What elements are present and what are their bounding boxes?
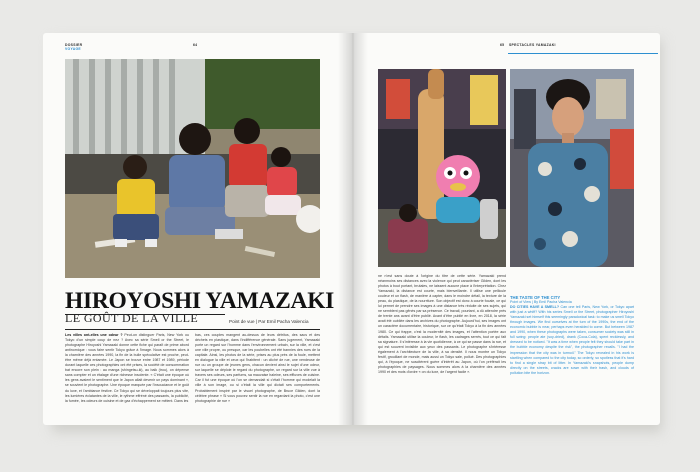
english-byline: Point of View | By Emil Pacha Valencia: [510, 300, 572, 305]
article-column-3-text: ne n'est sans doute à l'origine du titre de cette série. Yamazaki prend néanmoins ses distances avec la violence qui peut caractériser Gilden, dont les photos à bout portant, brutales, ne laissent aucune place à l'interprétation. Chez Yamazaki, la distance est courte, mais bienveillante. Il utilise une pellicule couleur et un flash, de manière à capter, dans le moindre détail, la texture de la peau, du plastique, de la nourriture. Son objectif est donc à courte focale, ce qui lui permet de prendre ses images à une distance très réduite de ses sujets, qui ne semblent pas gênés par sa présence. Ce travail, pourtant, a dû attendre près de trente ans avant d'être publié. Avant d'être publié en livre, en 2018, la série avait été oubliée dans les archives du photographe. Aujourd'hui, ses images ont un caractère documentaire, historique, sur ce qu'était Tokyo à la fin des années 1980. Ce qui frappe, c'est la modernité des images, et l'attention portée aux détails. Yamazaki utilise la couleur, le flash, les cadrages serrés, tout ce qui fait sa signature. Il s'intéresse à la vie quotidienne, à ce qui se passe dans la rue, et qui est souvent invisible aux yeux des passants. Le photographe s'intéresse également à l'architecture de la ville, à sa densité. Il nous montre un Tokyo festif, grouillant de monde, mais aussi un Tokyo sale, pollué. Des photographies qui, à l'époque, ne suscitèrent guère d'intérêt au Japon, où l'on préférait les photographies de paysages. Nous sommes alors à la charnière des années 1990 et des mots d'ordre « on du luxe, de l'argent facile ».: [378, 274, 506, 374]
english-lede: DO CITIES HAVE A SMELL?: [510, 305, 560, 310]
photo-young-man-art: [510, 69, 634, 267]
running-header: SPECTACLES YAMAZAKI: [509, 43, 556, 47]
page-number-left: 64: [193, 43, 198, 47]
article-column-2-text: bas, ces couples mangent au-dessus de leurs détritus, des sacs et des déchets en plastique, dans l'indifférence générale. Sans jugement, Yamazaki porte un regard sur l'homme dans l'environnement urbain, sur la ville, et c'est une ville propre, ou presque, car les poubelles ont été bannies des rues de la capitale. Ainsi, les photos de la série, prises au plus près de la foule, mettent en dialogue la ville et ceux qui l'habitent : un cliché de rue, une vendeuse de rue ou un groupe de jeunes gens, chacun devient ainsi le sujet d'une odeur, sur laquelle se déploie le regard du photographe, un regard sur la ville vue à travers ses odeurs, ses parfums, sa mauvaise haleine, ses effluves de cuisine. Car il fut une époque où l'on se demandait si c'était l'homme qui modelait la ville à son image, ou si c'était la ville qui dictait ses comportements. Probablement inspiré par le visuel photographe, de Bruce Gilden, dont la célèbre phrase « Si vous pouvez sentir la rue en regardant la photo, c'est une photographie de rue »: [195, 333, 320, 403]
article-column-2: [195, 333, 320, 419]
section-sublabel: VOYAGE: [65, 47, 81, 51]
article-column-3: [378, 274, 506, 420]
article-column-1: [65, 333, 189, 419]
photo-family-picnic: [65, 59, 320, 278]
page-number-right: 65: [500, 43, 505, 47]
byline-rule: [65, 329, 320, 330]
article-column-1-text: Peut-on distinguer Paris, New York ou Tokyo d'un simple coup de nez ? Avec sa série Smell or the Street, le photographe Hiroyoshi Yamazaki donne cette fiche qui paraît de prime abord antinomique : vous faire sentir Tokyo grâce à l'image. Nous sommes alors à la charnière des années 1990, la fin de la bulle spéculative est proche, peut-être même déjà entamée. Le Japon se trouve entre 1987 et 1989, période durant laquelle ces photographies ont été prises, la société de consommation bat encore son plein : au manga (shingetsu-ki), au baik (trou), on dépense sans compter et un étalage d'une richesse insolente. « C'était une époque où les gens avaient le sentiment que le Japon allait devenir un pays dominant », se souvient le photographe. Une époque marquée par l'insouciance et le goût du luxe, et l'ambiance festive. Ce Tokyo qui se développait toujours plus vite, les lumières éclatantes de la ville, le rythme effréné des passants, la publicité, la fumée, les odeurs de cuisine et de gaz d'échappement se mêlent. Dans les: [65, 333, 189, 403]
english-body: Can one tell Paris, New York, or Tokyo apart with just a whiff? With his series Smell or the Street, photographer Hiroyoshi Yamazaki set himself this seemingly paradoxical task: to make us smell Tokyo through images. We find ourselves at the turn of the 1990s, the end of the economic bubble is near, perhaps even heralded to come. But between 1987 and 1990, when these photographs were taken, consumer society was still in full swing: people ate (soy-dried), drank (Coca-Cola), spent recklessly, and dressed to be noticed. "It was a time when people felt they should take part in the bubble economy despite the risk", the photographer recalls. "I had the impression that the city was in turmoil." The Tokyo revealed in his work is startling when compared to the city today, so orderly, so spotless that it's hard to find a single stray bit of litter. In Yamazaki's snapshots, people dump directly on the streets, cracks are sown with their trash, and clouds of pollution bite the horizon.: [510, 305, 634, 375]
spine-gutter: [338, 33, 368, 425]
article-subtitle: LE GOÛT DE LA VILLE: [65, 311, 199, 325]
english-summary: [510, 295, 634, 420]
photo-cartoon-statue-art: [378, 69, 506, 267]
photo-family-picnic-art: [65, 59, 320, 278]
english-heading: THE TASTE OF THE CITY: [510, 295, 561, 300]
article-byline: Point de vue | Par Emil Pacha Valencia: [229, 319, 309, 324]
article-lede: Les villes ont-elles une odeur ?: [65, 333, 123, 337]
section-label: DOSSIER: [65, 43, 83, 47]
header-accent-rule: [508, 53, 658, 54]
right-page: [352, 33, 660, 425]
photo-young-man: [510, 69, 634, 267]
article-title: HIROYOSHI YAMAZAKI: [65, 288, 335, 314]
left-page: [43, 33, 352, 425]
photo-cartoon-statue: [378, 69, 506, 267]
